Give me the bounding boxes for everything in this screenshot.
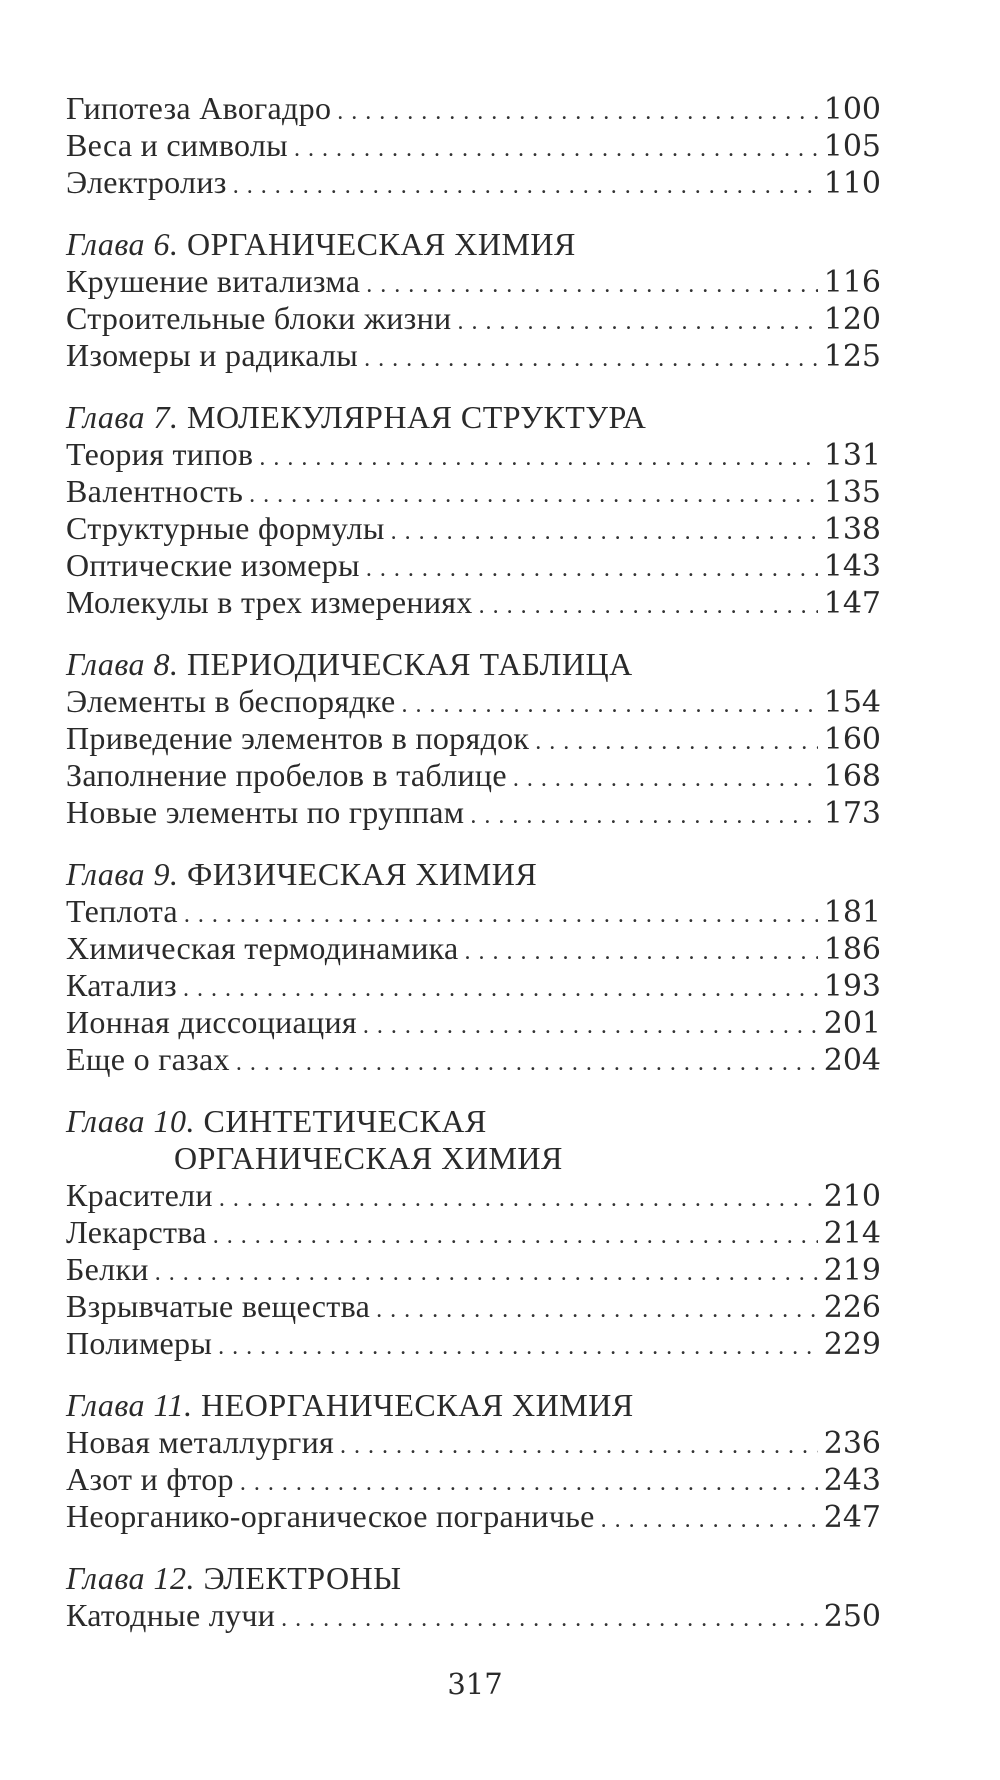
entry-page: 173 xyxy=(823,796,881,831)
entry-title: Полимеры xyxy=(66,1325,213,1361)
toc-entry xyxy=(66,164,881,201)
dot-leader xyxy=(376,1292,818,1329)
entry-title: Приведение элементов в порядок xyxy=(66,720,530,756)
entry-page: 147 xyxy=(823,586,881,621)
dot-leader xyxy=(366,551,818,588)
chapter-title: ПЕРИОДИЧЕСКАЯ ТАБЛИЦА xyxy=(187,646,633,682)
toc-entry xyxy=(66,720,881,757)
chapter-heading xyxy=(66,646,881,683)
entry-page: 131 xyxy=(823,438,881,473)
entry-page: 135 xyxy=(823,475,881,510)
toc-entry xyxy=(66,90,881,127)
dot-leader xyxy=(236,1045,818,1082)
table-of-contents xyxy=(66,90,881,1634)
dot-leader xyxy=(155,1255,818,1292)
entry-page: 100 xyxy=(823,92,881,127)
entry-page: 138 xyxy=(823,512,881,547)
toc-entry xyxy=(66,337,881,374)
chapter-label: Глава 10. xyxy=(66,1103,196,1139)
entry-title: Красители xyxy=(66,1177,213,1213)
toc-entry xyxy=(66,967,881,1004)
entry-title: Гипотеза Авогадро xyxy=(66,90,332,126)
toc-entry xyxy=(66,757,881,794)
chapter-6 xyxy=(66,226,881,374)
dot-leader xyxy=(363,1008,818,1045)
entry-page: 143 xyxy=(823,549,881,584)
entry-title: Молекулы в трех измерениях xyxy=(66,584,473,620)
entry-page: 201 xyxy=(823,1006,881,1041)
entry-title: Электролиз xyxy=(66,164,227,200)
entry-page: 219 xyxy=(823,1253,881,1288)
dot-leader xyxy=(233,168,818,205)
chapter-12 xyxy=(66,1560,881,1634)
entry-page: 210 xyxy=(823,1179,881,1214)
entry-page: 250 xyxy=(823,1599,881,1634)
entry-title: Изомеры и радикалы xyxy=(66,337,359,373)
toc-entry xyxy=(66,1041,881,1078)
entry-title: Оптические изомеры xyxy=(66,547,360,583)
toc-entry xyxy=(66,794,881,831)
toc-entry xyxy=(66,1004,881,1041)
dot-leader xyxy=(366,267,818,304)
entry-page: 226 xyxy=(823,1290,881,1325)
dot-leader xyxy=(219,1181,818,1218)
dot-leader xyxy=(184,897,818,934)
chapter-10 xyxy=(66,1103,881,1362)
entry-page: 168 xyxy=(823,759,881,794)
dot-leader xyxy=(213,1218,818,1255)
toc-entry xyxy=(66,930,881,967)
entry-title: Строительные блоки жизни xyxy=(66,300,452,336)
chapter-title: СИНТЕТИЧЕСКАЯ xyxy=(203,1103,487,1139)
entry-title: Еще о газах xyxy=(66,1041,230,1077)
entry-title: Ионная диссоциация xyxy=(66,1004,357,1040)
entry-title: Катодные лучи xyxy=(66,1597,276,1633)
toc-entry xyxy=(66,893,881,930)
toc-entry xyxy=(66,1214,881,1251)
chapter-heading xyxy=(66,1560,881,1597)
entry-title: Неорганико-органическое пограничье xyxy=(66,1498,595,1534)
entry-page: 181 xyxy=(823,895,881,930)
chapter-label: Глава 6. xyxy=(66,226,179,262)
chapter-label: Глава 7. xyxy=(66,399,179,435)
entry-page: 125 xyxy=(823,339,881,374)
dot-leader xyxy=(465,934,818,971)
dot-leader xyxy=(601,1502,818,1539)
toc-entry xyxy=(66,1424,881,1461)
toc-entry xyxy=(66,510,881,547)
toc-entry xyxy=(66,1461,881,1498)
entry-title: Новая металлургия xyxy=(66,1424,335,1460)
toc-entry xyxy=(66,473,881,510)
entry-title: Элементы в беспорядке xyxy=(66,683,396,719)
chapter-heading xyxy=(66,1103,881,1140)
intro-entries xyxy=(66,90,881,201)
dot-leader xyxy=(337,94,817,131)
chapter-title: ОРГАНИЧЕСКАЯ ХИМИЯ xyxy=(174,1140,563,1176)
entry-page: 160 xyxy=(823,722,881,757)
chapter-9 xyxy=(66,856,881,1078)
entry-title: Теория типов xyxy=(66,436,254,472)
dot-leader xyxy=(294,131,818,168)
chapter-label: Глава 12. xyxy=(66,1560,196,1596)
entry-page: 105 xyxy=(823,129,881,164)
toc-entry xyxy=(66,436,881,473)
entry-page: 186 xyxy=(823,932,881,967)
chapter-heading xyxy=(66,399,881,436)
chapter-title: ОРГАНИЧЕСКАЯ ХИМИЯ xyxy=(187,226,576,262)
chapter-label: Глава 9. xyxy=(66,856,179,892)
entry-page: 110 xyxy=(823,166,881,201)
dot-leader xyxy=(364,341,818,378)
entry-title: Структурные формулы xyxy=(66,510,385,546)
dot-leader xyxy=(281,1601,818,1638)
chapter-8 xyxy=(66,646,881,831)
chapter-label: Глава 11. xyxy=(66,1387,193,1423)
toc-entry xyxy=(66,263,881,300)
dot-leader xyxy=(391,514,818,551)
entry-page: 193 xyxy=(823,969,881,1004)
chapter-heading-continuation xyxy=(66,1140,881,1177)
entry-title: Взрывчатые вещества xyxy=(66,1288,371,1324)
toc-entry xyxy=(66,1288,881,1325)
toc-entry xyxy=(66,584,881,621)
toc-entry xyxy=(66,683,881,720)
chapter-11 xyxy=(66,1387,881,1535)
entry-page: 247 xyxy=(823,1500,881,1535)
toc-entry xyxy=(66,1251,881,1288)
entry-page: 120 xyxy=(823,302,881,337)
toc-entry xyxy=(66,300,881,337)
entry-title: Катализ xyxy=(66,967,177,1003)
entry-title: Азот и фтор xyxy=(66,1461,234,1497)
toc-entry xyxy=(66,1597,881,1634)
entry-page: 116 xyxy=(823,265,881,300)
entry-title: Лекарства xyxy=(66,1214,207,1250)
entry-page: 229 xyxy=(823,1327,881,1362)
dot-leader xyxy=(535,724,818,761)
dot-leader xyxy=(470,798,817,835)
dot-leader xyxy=(240,1465,818,1502)
entry-page: 236 xyxy=(823,1426,881,1461)
entry-page: 154 xyxy=(823,685,881,720)
entry-title: Заполнение пробелов в таблице xyxy=(66,757,507,793)
entry-title: Веса и символы xyxy=(66,127,288,163)
dot-leader xyxy=(513,761,818,798)
entry-title: Белки xyxy=(66,1251,149,1287)
toc-entry xyxy=(66,1498,881,1535)
dot-leader xyxy=(457,304,817,341)
chapter-heading xyxy=(66,856,881,893)
entry-title: Новые элементы по группам xyxy=(66,794,465,830)
dot-leader xyxy=(183,971,818,1008)
dot-leader xyxy=(259,440,817,477)
dot-leader xyxy=(340,1428,818,1465)
entry-title: Теплота xyxy=(66,893,178,929)
dot-leader xyxy=(479,588,818,625)
chapter-heading xyxy=(66,226,881,263)
toc-entry xyxy=(66,127,881,164)
entry-page: 204 xyxy=(823,1043,881,1078)
entry-title: Валентность xyxy=(66,473,244,509)
chapter-title: ЭЛЕКТРОНЫ xyxy=(203,1560,402,1596)
entry-title: Химическая термодинамика xyxy=(66,930,459,966)
page-number: 317 xyxy=(447,1667,503,1701)
toc-entry xyxy=(66,1177,881,1214)
dot-leader xyxy=(249,477,818,514)
chapter-title: МОЛЕКУЛЯРНАЯ СТРУКТУРА xyxy=(187,399,647,435)
chapter-7 xyxy=(66,399,881,621)
toc-entry xyxy=(66,547,881,584)
entry-title: Крушение витализма xyxy=(66,263,361,299)
chapter-label: Глава 8. xyxy=(66,646,179,682)
chapter-heading xyxy=(66,1387,881,1424)
entry-page: 243 xyxy=(823,1463,881,1498)
dot-leader xyxy=(402,687,818,724)
dot-leader xyxy=(218,1329,818,1366)
chapter-title: НЕОРГАНИЧЕСКАЯ ХИМИЯ xyxy=(201,1387,634,1423)
chapter-title: ФИЗИЧЕСКАЯ ХИМИЯ xyxy=(187,856,538,892)
entry-page: 214 xyxy=(823,1216,881,1251)
toc-entry xyxy=(66,1325,881,1362)
